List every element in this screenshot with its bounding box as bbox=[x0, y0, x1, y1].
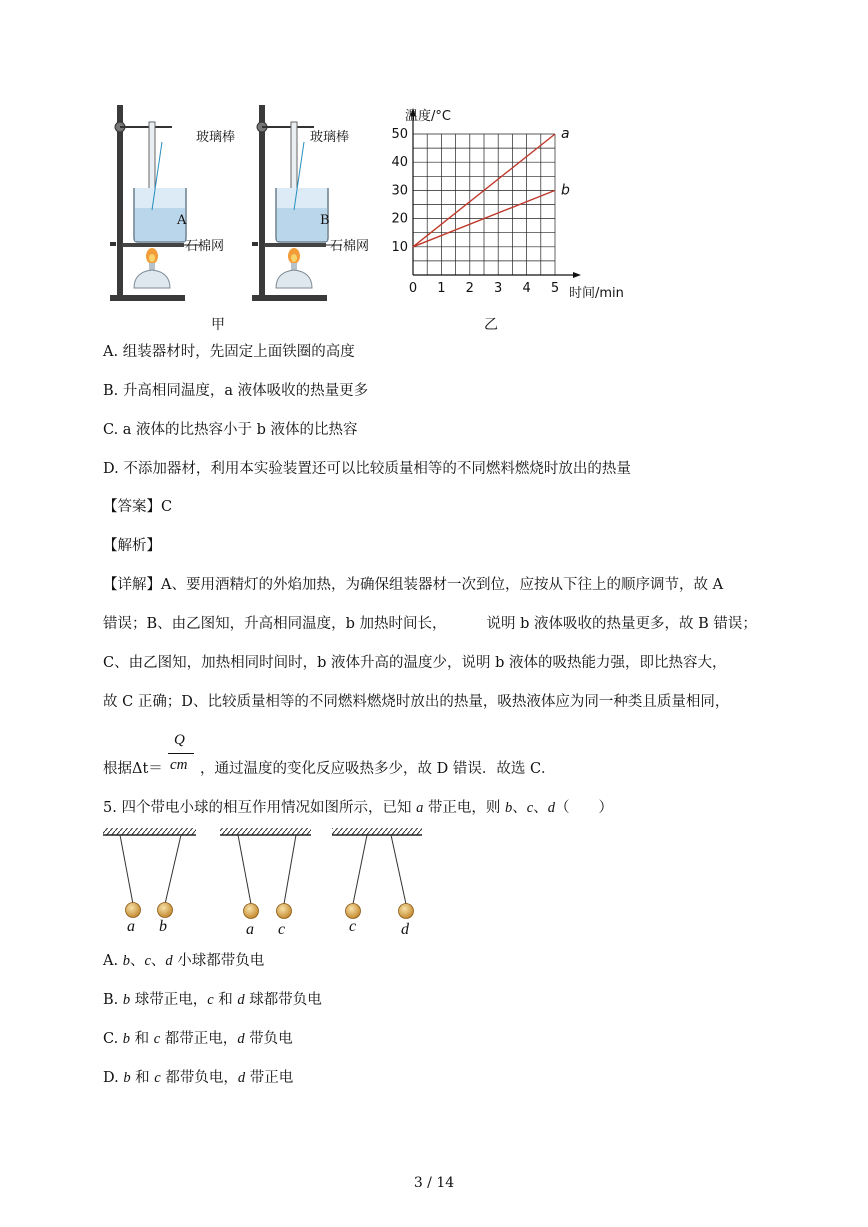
q5-stem-prefix: 5. 四个带电小球的相互作用情况如图所示，已知 bbox=[103, 800, 417, 816]
x-axis-arrow bbox=[573, 272, 581, 278]
ball-label: a bbox=[246, 921, 254, 938]
q5-option-c bbox=[103, 1029, 293, 1049]
q5-option-d-c: c bbox=[154, 1070, 161, 1086]
detail-line-2-part-1: 错误；B、由乙图知，升高相同温度，b 加热时间长， bbox=[103, 616, 447, 632]
q5-option-b-b: b bbox=[122, 992, 131, 1008]
q5-option-c-b: b bbox=[122, 1031, 131, 1047]
ball-label: c bbox=[278, 921, 286, 938]
beaker-label-a: A bbox=[177, 213, 187, 228]
q5-stem bbox=[103, 798, 613, 818]
q5-stem-a: a bbox=[416, 800, 424, 816]
ball-pair-ac bbox=[220, 828, 311, 919]
formula-prefix: 根据Δt＝ bbox=[103, 761, 163, 777]
series-label-b: b bbox=[561, 182, 570, 199]
q5-option-b-prefix: B. bbox=[103, 992, 123, 1008]
q5-option-a-prefix: A. bbox=[103, 953, 123, 969]
x-tick-label: 3 bbox=[494, 281, 503, 296]
answer: 【答案】C bbox=[103, 499, 173, 515]
fraction-bar bbox=[168, 753, 194, 754]
q4-option-c: C. a 液体的比热容小于 b 液体的比热容 bbox=[103, 422, 358, 438]
detail-line-2-part-2: 说明 b 液体吸收的热量更多，故 B 错误； bbox=[486, 616, 757, 632]
figure-yi-caption: 乙 bbox=[484, 317, 498, 333]
q5-option-d-prefix: D. bbox=[103, 1070, 124, 1086]
rod-label-a: 玻璃棒 bbox=[196, 130, 236, 145]
q5-option-a-sep2: 、 bbox=[150, 953, 166, 969]
q5-stem-c: c bbox=[526, 800, 534, 816]
ball-pair-ab bbox=[103, 828, 196, 918]
q5-option-d-mid: 都带负电， bbox=[160, 1070, 238, 1086]
y-tick-label: 40 bbox=[391, 155, 408, 171]
q5-stem-sep1: 、 bbox=[512, 800, 527, 816]
beaker-label-b: B bbox=[320, 213, 330, 228]
q5-option-d bbox=[103, 1068, 293, 1088]
q5-option-b-d: d bbox=[237, 992, 245, 1008]
apparatus-a bbox=[110, 105, 200, 301]
formula-suffix: ，通过温度的变化反应吸热多少，故 D 错误．故选 C． bbox=[200, 761, 556, 777]
formula-denominator: cm bbox=[170, 757, 188, 773]
q5-option-c-mid: 都带正电， bbox=[160, 1031, 238, 1047]
series-label-a: a bbox=[561, 126, 570, 142]
x-tick-label: 5 bbox=[550, 281, 560, 296]
y-tick-label: 20 bbox=[391, 211, 408, 227]
ball-label: c bbox=[349, 918, 357, 935]
formula-numerator: Q bbox=[174, 732, 185, 748]
detail-line-3: C、由乙图知，加热相同时间时，b 液体升高的温度少，说明 b 液体的吸热能力强，即比热容大， bbox=[103, 655, 727, 671]
rod-label-b: 玻璃棒 bbox=[310, 130, 350, 145]
q5-option-a bbox=[103, 951, 264, 971]
x-tick-label: 1 bbox=[437, 281, 446, 296]
q5-option-a-c: c bbox=[144, 953, 151, 969]
detail-line-1: 【详解】A、要用酒精灯的外焰加热，为确保组装器材一次到位，应按从下往上的顺序调节，故 A bbox=[103, 577, 724, 593]
q5-option-b-c: c bbox=[207, 992, 214, 1008]
x-tick-label: 0 bbox=[408, 281, 418, 296]
q5-option-b-and: 和 bbox=[213, 992, 238, 1008]
detail-line-2 bbox=[103, 614, 757, 634]
page-number: 3 / 14 bbox=[413, 1175, 455, 1191]
ball-label: d bbox=[401, 921, 409, 938]
x-tick-label: 4 bbox=[522, 281, 531, 296]
y-tick-label: 50 bbox=[391, 127, 408, 142]
q5-option-c-prefix: C. bbox=[103, 1031, 123, 1047]
detail-line-4: 故 C 正确；D、比较质量相等的不同燃料燃烧时放出的热量，吸热液体应为同一种类且质量相同， bbox=[103, 694, 730, 710]
x-tick-label: 2 bbox=[465, 281, 474, 296]
y-tick-label: 10 bbox=[391, 239, 408, 255]
x-axis-label: 时间/min bbox=[569, 286, 624, 301]
q5-option-d-b: b bbox=[123, 1070, 131, 1086]
y-tick-label: 30 bbox=[391, 183, 408, 199]
q5-stem-suffix: （ ） bbox=[554, 800, 613, 816]
q5-option-c-c: c bbox=[153, 1031, 161, 1047]
q5-stem-mid: 带正电，则 bbox=[423, 800, 506, 816]
q5-option-c-d: d bbox=[237, 1031, 245, 1047]
gauze-label-b: 石棉网 bbox=[330, 239, 370, 254]
figure-jia-caption: 甲 bbox=[211, 317, 225, 333]
ball-label: b bbox=[159, 918, 167, 935]
q5-option-a-d: d bbox=[165, 953, 173, 969]
q5-option-b bbox=[103, 990, 322, 1010]
analysis-title: 【解析】 bbox=[103, 538, 161, 554]
q4-option-d: D. 不添加器材，利用本实验装置还可以比较质量相等的不同燃料燃烧时放出的热量 bbox=[103, 461, 631, 477]
gauze-label-a: 石棉网 bbox=[185, 239, 225, 254]
q4-option-a: A. 组装器材时，先固定上面铁圈的高度 bbox=[103, 344, 355, 360]
q5-option-b-suffix: 球都带负电 bbox=[244, 992, 322, 1008]
q4-option-b: B. 升高相同温度，a 液体吸收的热量更多 bbox=[103, 383, 369, 399]
q5-option-a-b: b bbox=[122, 953, 130, 969]
ball-pair-cd bbox=[332, 828, 422, 919]
q5-option-d-suffix: 带正电 bbox=[245, 1070, 294, 1086]
charged-balls-figure bbox=[100, 825, 430, 925]
q5-option-c-and: 和 bbox=[130, 1031, 154, 1047]
q5-option-a-suffix: 小球都带负电 bbox=[172, 953, 265, 969]
q5-stem-d: d bbox=[547, 800, 555, 816]
q5-stem-sep2: 、 bbox=[533, 800, 548, 816]
q5-option-c-suffix: 带负电 bbox=[244, 1031, 293, 1047]
q5-option-d-and: 和 bbox=[130, 1070, 155, 1086]
q5-option-a-sep1: 、 bbox=[129, 953, 145, 969]
ball-label: a bbox=[127, 918, 135, 935]
temperature-time-chart bbox=[385, 100, 635, 310]
q5-option-b-mid: 球带正电， bbox=[130, 992, 208, 1008]
q5-stem-b: b bbox=[505, 800, 513, 816]
q5-option-d-d: d bbox=[237, 1070, 246, 1086]
y-axis-label: 温度/°C bbox=[405, 109, 451, 124]
